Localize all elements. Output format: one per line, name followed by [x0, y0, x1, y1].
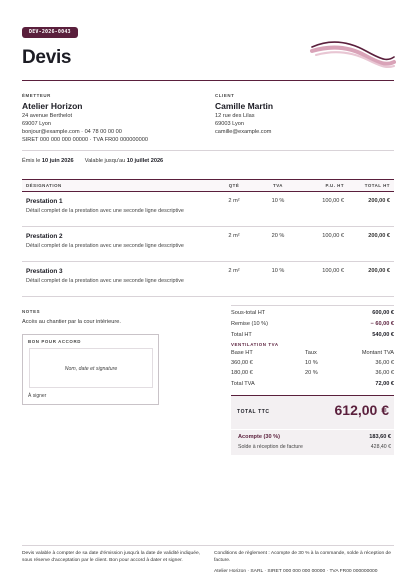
notes-label: NOTES: [22, 309, 41, 314]
item-name: Prestation 1: [26, 198, 63, 205]
col-unit-price: P.U. HT: [300, 180, 348, 192]
item-vat: 10 %: [256, 192, 300, 227]
total-vat-value: 72,00 €: [375, 381, 394, 387]
balance-value: 428,40 €: [370, 444, 391, 450]
notes-text: Accès au chantier par la cour intérieure.: [22, 319, 121, 325]
item-total: 200,00 €: [348, 192, 394, 227]
vat-col-rate: Taux: [305, 350, 317, 356]
client-name: Camille Martin: [215, 101, 274, 111]
vat-base: 180,00 €: [231, 370, 253, 376]
vat-amount: 36,00 €: [375, 370, 394, 376]
item-qty: 2 m²: [212, 227, 256, 262]
brand-swoosh-logo: [308, 37, 396, 71]
item-vat: 10 %: [256, 262, 300, 297]
vat-rate: 10 %: [305, 360, 318, 366]
col-designation: DÉSIGNATION: [22, 180, 212, 192]
client-address-line2: 69003 Lyon: [215, 121, 245, 127]
vat-col-base: Base HT: [231, 350, 253, 356]
discount-value: − 60,00 €: [370, 321, 394, 327]
item-description: Détail complet de la prestation avec une seconde ligne descriptive: [26, 208, 184, 214]
document-reference-badge: DEV-2026-0043: [22, 27, 78, 38]
item-name: Prestation 2: [26, 233, 63, 240]
vat-amount: 36,00 €: [375, 360, 394, 366]
vat-base: 360,00 €: [231, 360, 253, 366]
item-unit-price: 100,00 €: [300, 192, 348, 227]
item-unit-price: 100,00 €: [300, 262, 348, 297]
footer-payment-terms: Conditions de règlement : Acompte de 30 % à la commande, solde à réception de facture.: [214, 551, 391, 564]
item-description: Détail complet de la prestation avec une seconde ligne descriptive: [26, 278, 184, 284]
total-ttc-value: 612,00 €: [334, 402, 389, 418]
subtotal-row: [231, 310, 394, 316]
item-unit-price: 100,00 €: [300, 227, 348, 262]
issuer-contact: bonjour@example.com · 04 78 00 00 00: [22, 129, 122, 135]
deposit-value: 183,60 €: [369, 434, 391, 440]
total-ht-value: 540,00 €: [372, 332, 394, 338]
balance-label: Solde à réception de facture: [238, 444, 303, 450]
item-qty: 2 m²: [212, 192, 256, 227]
items-table: [22, 179, 394, 297]
summary-divider: [231, 305, 394, 306]
parties-divider: [22, 150, 394, 151]
document-title: Devis: [22, 47, 72, 68]
client-email: camille@example.com: [215, 129, 272, 135]
footer-validity-text: Devis valable à compter de sa date d'émission jusqu'à la date de validité indiquée, sous réserve d'acceptation par le client. Bon pour accord à dater et signer.: [22, 551, 201, 564]
issuer-address-line2: 69007 Lyon: [22, 121, 52, 127]
vat-col-amount: Montant TVA: [361, 350, 394, 356]
col-qty: QTÉ: [212, 180, 256, 192]
signature-placeholder: Nom, date et signature: [64, 366, 118, 372]
client-address-line1: 12 rue des Lilas: [215, 113, 255, 119]
subtotal-label: Sous-total HT: [231, 310, 266, 316]
footer-divider: [22, 545, 394, 546]
col-total: TOTAL HT: [348, 180, 394, 192]
col-vat: TVA: [256, 180, 300, 192]
discount-row: [231, 321, 394, 327]
total-vat-row: [231, 381, 394, 387]
table-row: [22, 227, 394, 262]
vat-row: [231, 360, 394, 368]
discount-label: Remise (10 %): [231, 321, 268, 327]
item-vat: 20 %: [256, 227, 300, 262]
item-qty: 2 m²: [212, 262, 256, 297]
item-description: Détail complet de la prestation avec une seconde ligne descriptive: [26, 243, 184, 249]
valid-date: 10 juillet 2026: [126, 158, 164, 164]
issuer-ids: SIRET 000 000 000 00000 · TVA FR00 000000000: [22, 137, 148, 143]
issuer-name: Atelier Horizon: [22, 101, 83, 111]
subtotal-value: 600,00 €: [372, 310, 394, 316]
deposit-label: Acompte (30 %): [238, 434, 280, 440]
issued-date: 10 juin 2026: [41, 158, 74, 164]
item-total: 200,00 €: [348, 262, 394, 297]
valid-label: Valable jusqu'au: [84, 158, 126, 164]
item-name: Prestation 3: [26, 268, 63, 275]
table-row: [22, 262, 394, 297]
total-ttc-label: TOTAL TTC: [237, 409, 270, 415]
vat-breakdown-label: VENTILATION TVA: [231, 342, 279, 347]
total-vat-label: Total TVA: [231, 381, 255, 387]
sign-status: À signer: [28, 393, 47, 399]
issuer-address-line1: 24 avenue Berthelot: [22, 113, 73, 119]
total-ht-label: Total HT: [231, 332, 252, 338]
header-divider: [22, 80, 394, 81]
document-dates: [22, 158, 163, 164]
total-ht-row: [231, 332, 394, 338]
approval-label: BON POUR ACCORD: [28, 339, 81, 344]
table-header-row: [22, 180, 394, 192]
item-total: 200,00 €: [348, 227, 394, 262]
client-label: CLIENT: [215, 93, 235, 98]
vat-header-row: [231, 350, 394, 358]
vat-rate: 20 %: [305, 370, 318, 376]
issued-label: Émis le: [22, 158, 41, 164]
table-row: [22, 192, 394, 227]
vat-row: [231, 370, 394, 378]
footer-company-ids: Atelier Horizon · SARL · SIRET 000 000 000 00000 · TVA FR00 000000000: [214, 569, 378, 574]
issuer-label: ÉMETTEUR: [22, 93, 51, 98]
